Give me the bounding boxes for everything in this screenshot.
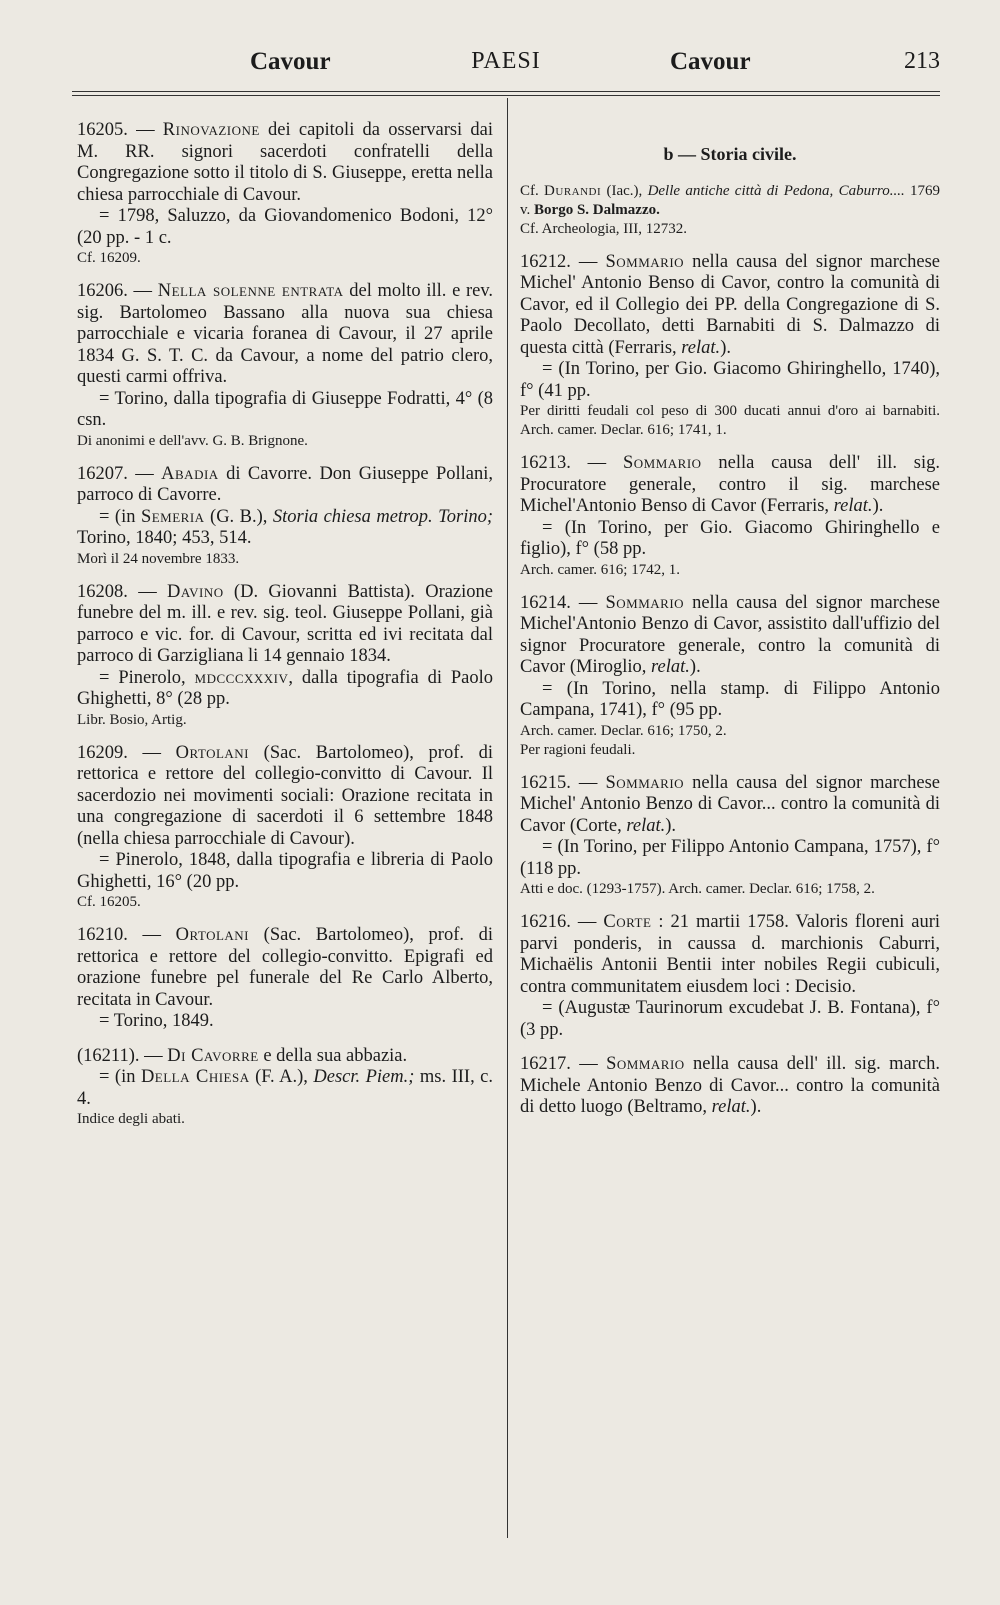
- entry-heading: 16209. — Ortolani (Sac. Bartolomeo), prof. di rettorica e rettore del collegio-convitto di Cavour. Il sacerdozio nei movimenti sociali: Orazione recitata in una congregazione di sacerdoti il 6 settembre 1848 (nella chiesa parrocchiale di Cavour).: [77, 742, 493, 849]
- entry-publication: = (in Semeria (G. B.), Storia chiesa metrop. Torino; Torino, 1840; 453, 514.: [77, 506, 493, 548]
- header-section-title: PAESI: [471, 48, 541, 74]
- entry-author: Sommario: [605, 251, 685, 272]
- entry-16213: [520, 453, 940, 580]
- entry-heading: 16216. — Corte : 21 martii 1758. Valoris floreni auri parvi ponderis, in caussa d. marchionis Caburri, Michaëlis Antonii Bentii inter nobiles Regii cubiculi, contra communitatem eiusdem loci : Decisio.: [520, 912, 940, 997]
- entry-note: Atti e doc. (1293-1757). Arch. camer. Declar. 616; 1758, 2.: [520, 881, 875, 897]
- entry-author: Sommario: [605, 592, 685, 613]
- entry-title: (Sac. Bartolomeo), prof. di rettorica e rettore del collegio-convitto di Cavour. Il sacerdozio nei movimenti sociali: Orazione recitata in una congregazione di sacerdoti il 6 settembre 1848 (nella chiesa parrocchiale di Cavour).: [77, 742, 493, 849]
- entry-16217: [520, 1054, 940, 1119]
- entry-author: Ortolani: [175, 742, 250, 763]
- entry-16216: [520, 912, 940, 1041]
- entry-note: Di anonimi e dell'avv. G. B. Brignone.: [77, 432, 308, 449]
- section-heading: b — Storia civile.: [663, 144, 797, 164]
- entry-heading: 16205. — Rinovazione dei capitoli da osservarsi dai M. RR. signori sacerdoti confratelli della Congregazione sotto il titolo di S. Giuseppe, eretta nella chiesa parrocchiale di Cavour.: [77, 120, 493, 205]
- entry-author: Nella solenne entrata: [157, 281, 344, 301]
- header-left-word: Cavour: [250, 48, 331, 75]
- entry-note: Morì il 24 novembre 1833.: [77, 550, 240, 567]
- entry-note: Arch. camer. 616; 1742, 1.: [520, 561, 680, 578]
- entry-publication: = (In Torino, per Gio. Giacomo Ghiringhello e figlio), f° (58 pp.: [520, 517, 940, 559]
- entry-16212: [520, 252, 940, 441]
- entry-title: del molto ill. e rev. sig. Bartolomeo Bassano alla nuova sua chiesa parrocchiale e vicaria foranea di Cavour, il 27 aprile 1834 G. S. T. C. da Cavour, a nome del patrio clero, questi carmi offriva.: [77, 281, 494, 387]
- entry-note: Libr. Bosio, Artig.: [77, 711, 187, 728]
- header-rule-bottom: [72, 95, 940, 96]
- entry-title: (Sac. Bartolomeo), prof. di rettorica e rettore del collegio-convitto. Epigrafi ed orazione funebre pel funerale del Re Carlo Alberto, recitata in Cavour.: [77, 925, 493, 1010]
- entry-heading: 16217. — Sommario nella causa dell' ill. sig. march. Michele Antonio Benzo di Cavor... contro la comunità di detto luogo (Beltramo, relat.).: [520, 1054, 941, 1117]
- entry-publication: = (in Della Chiesa (F. A.), Descr. Piem.; ms. III, c. 4.: [77, 1067, 494, 1109]
- page-header: [72, 48, 940, 82]
- entry-publication: = 1798, Saluzzo, da Giovandomenico Bodoni, 12° (20 pp. - 1 c.: [77, 206, 493, 248]
- entry-title: : 21 martii 1758. Valoris floreni auri parvi ponderis, in caussa d. marchionis Caburri, Michaëlis Antonii Bentii inter nobiles Regii cubiculi, contra communitatem eiusdem loci : Decisio.: [520, 912, 940, 997]
- entry-author: Sommario: [605, 772, 685, 793]
- entry-16207: [77, 464, 493, 569]
- left-column: [77, 120, 493, 1142]
- entry-number: 16205.: [77, 120, 128, 140]
- entry-number: (16211).: [77, 1045, 140, 1066]
- entry-number: 16216.: [520, 912, 571, 932]
- right-column: [520, 120, 940, 1132]
- entry-heading: 16214. — Sommario nella causa del signor marchese Michel'Antonio Benzo di Cavor, assistito dall'uffizio del signor Procuratore generale, contro la comunità di Cavor (Miroglio, relat.).: [520, 592, 941, 677]
- entry-author: Davino: [167, 581, 224, 602]
- entry-note: Per ragioni feudali.: [520, 741, 636, 758]
- entry-16214: [520, 593, 940, 760]
- entry-author: Sommario: [623, 453, 702, 473]
- entry-heading: 16212. — Sommario nella causa del signor marchese Michel' Antonio Benso di Cavor, contro la comunità di Cavor, ed il Collegio dei PP. della Congregazione di S. Paolo Decollato, detti Barnabiti di S. Dalmazzo di questa città (Ferraris, relat.).: [520, 251, 941, 358]
- entry-number: 16207.: [77, 463, 128, 484]
- entry-publication: = (In Torino, per Filippo Antonio Campana, 1757), f° (118 pp.: [520, 837, 940, 879]
- entry-heading: 16213. — Sommario nella causa dell' ill. sig. Procuratore generale, contro il sig. marchese Michel'Antonio Benso di Cavor (Ferraris, relat.).: [520, 453, 940, 516]
- entry-heading: 16210. — Ortolani (Sac. Bartolomeo), prof. di rettorica e rettore del collegio-convitto. Epigrafi ed orazione funebre pel funerale del Re Carlo Alberto, recitata in Cavour.: [77, 925, 493, 1010]
- entry-note: Cf. 16205.: [77, 894, 141, 910]
- entry-note: Cf. 16209.: [77, 250, 141, 266]
- column-divider: [507, 98, 508, 1538]
- entry-16211: [77, 1046, 493, 1130]
- entry-number: 16214.: [520, 592, 571, 613]
- cross-reference: Cf. Archeologia, III, 12732.: [520, 220, 688, 237]
- entry-title: di Cavorre. Don Giuseppe Pollani, parroco di Cavorre.: [77, 463, 494, 505]
- entry-author: Di Cavorre: [167, 1045, 259, 1066]
- entry-heading: 16206. — Nella solenne entrata del molto ill. e rev. sig. Bartolomeo Bassano alla nuova sua chiesa parrocchiale e vicaria foranea di Cavour, il 27 aprile 1834 G. S. T. C. da Cavour, a nome del patrio clero, questi carmi offriva.: [77, 281, 494, 387]
- cross-reference-block: [520, 182, 940, 239]
- header-rule-top: [72, 91, 940, 92]
- entry-heading: 16207. — Abadia di Cavorre. Don Giuseppe Pollani, parroco di Cavorre.: [77, 463, 494, 505]
- entry-publication: = Pinerolo, mdcccxxxiv, dalla tipografia di Paolo Ghighetti, 8° (28 pp.: [77, 667, 493, 709]
- entry-heading: 16208. — Davino (D. Giovanni Battista). Orazione funebre del m. ill. e rev. sig. teol. Giuseppe Pollani, già parroco e vic. for. di Cavour, scritta ed ivi recitata dal parroco di Garzigliana li 14 gennaio 1834.: [77, 581, 493, 666]
- cross-reference: Cf. Durandi (Iac.), Delle antiche città di Pedona, Caburro.... 1769 v. Borgo S. Dalmazzo.: [520, 182, 940, 218]
- entry-16208: [77, 582, 493, 730]
- entry-publication: = Pinerolo, 1848, dalla tipografia e libreria di Paolo Ghighetti, 16° (20 pp.: [77, 850, 493, 892]
- entry-author: Sommario: [606, 1054, 685, 1074]
- entry-number: 16212.: [520, 251, 571, 272]
- entry-16215: [520, 773, 940, 900]
- entry-heading: (16211). — Di Cavorre e della sua abbazia.: [77, 1045, 408, 1066]
- header-right-word: Cavour: [670, 48, 751, 75]
- entry-note: Per diritti feudali col peso di 300 ducati annui d'oro ai barnabiti. Arch. camer. Declar. 616; 1741, 1.: [520, 403, 940, 438]
- entry-number: 16210.: [77, 925, 128, 945]
- entry-author: Ortolani: [175, 925, 250, 945]
- entry-16206: [77, 281, 493, 451]
- entry-title: dei capitoli da osservarsi dai M. RR. signori sacerdoti confratelli della Congregazione sotto il titolo di S. Giuseppe, eretta nella chiesa parrocchiale di Cavour.: [77, 120, 493, 205]
- entry-publication: = (In Torino, nella stamp. di Filippo Antonio Campana, 1741), f° (95 pp.: [520, 678, 940, 720]
- entry-author: Rinovazione: [162, 120, 260, 140]
- entry-title: (D. Giovanni Battista). Orazione funebre del m. ill. e rev. sig. teol. Giuseppe Pollani, già parroco e vic. for. di Cavour, scritta ed ivi recitata dal parroco di Garzigliana li 14 gennaio 1834.: [77, 581, 493, 666]
- entry-title: e della sua abbazia.: [258, 1045, 408, 1066]
- entry-publication: = Torino, dalla tipografia di Giuseppe Fodratti, 4° (8 csn.: [77, 388, 493, 430]
- entry-16209: [77, 743, 493, 913]
- entry-author: Abadia: [161, 463, 219, 484]
- entry-16205: [77, 120, 493, 268]
- entry-number: 16215.: [520, 772, 571, 793]
- entry-publication: = Torino, 1849.: [99, 1011, 214, 1031]
- entry-number: 16209.: [77, 742, 128, 763]
- entry-publication: = (In Torino, per Gio. Giacomo Ghiringhello, 1740), f° (41 pp.: [520, 359, 940, 401]
- entry-note: Arch. camer. Declar. 616; 1750, 2.: [520, 722, 727, 739]
- entry-number: 16208.: [77, 581, 128, 602]
- entry-author: Corte: [603, 912, 652, 932]
- entry-number: 16213.: [520, 453, 571, 473]
- entry-number: 16217.: [520, 1054, 571, 1074]
- entry-note: Indice degli abati.: [77, 1111, 185, 1127]
- entry-heading: 16215. — Sommario nella causa del signor marchese Michel' Antonio Benzo di Cavor... contro la comunità di Cavor (Corte, relat.).: [520, 772, 941, 836]
- page-number: 213: [904, 48, 940, 74]
- entry-16210: [77, 925, 493, 1033]
- entry-publication: = (Augustæ Taurinorum excudebat J. B. Fontana), f° (3 pp.: [520, 998, 940, 1040]
- entry-number: 16206.: [77, 281, 128, 301]
